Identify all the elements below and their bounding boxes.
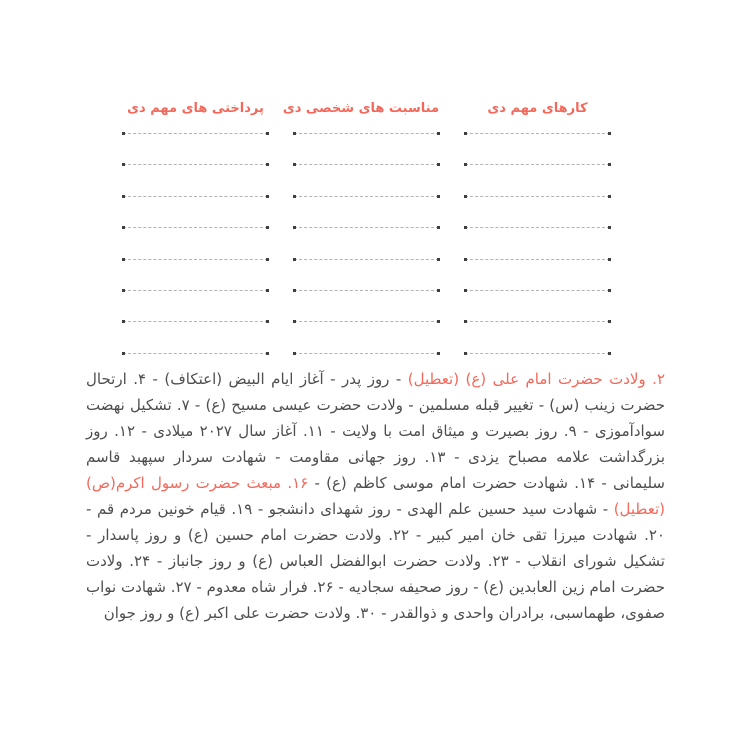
write-in-lines xyxy=(294,133,439,354)
write-in-lines xyxy=(465,133,610,354)
write-in-line xyxy=(123,164,268,165)
write-in-line xyxy=(294,353,439,354)
write-in-line xyxy=(123,196,268,197)
write-in-line xyxy=(123,353,268,354)
column-title-personal-occasions: مناسبت های شخصی دی xyxy=(282,101,439,116)
column-personal-occasions xyxy=(282,100,439,384)
write-in-line xyxy=(465,196,610,197)
write-in-line xyxy=(294,290,439,291)
write-in-line xyxy=(465,290,610,291)
month-events-paragraph xyxy=(86,366,665,626)
write-in-line xyxy=(123,321,268,322)
write-in-line xyxy=(465,164,610,165)
write-in-line xyxy=(294,321,439,322)
write-in-line xyxy=(123,227,268,228)
column-important-payments xyxy=(123,100,268,384)
holiday-highlight-text: ۲. ولادت حضرت امام علی (ع) (تعطیل) xyxy=(407,370,666,388)
write-in-line xyxy=(465,259,610,260)
column-important-tasks xyxy=(465,100,610,384)
write-in-line xyxy=(123,133,268,134)
write-in-line xyxy=(294,164,439,165)
write-in-line xyxy=(123,290,268,291)
planner-columns xyxy=(123,100,610,384)
column-title-important-payments: پرداختی های مهم دی xyxy=(127,101,264,116)
write-in-line xyxy=(294,133,439,134)
write-in-line xyxy=(465,227,610,228)
events-text: - شهادت سید حسین علم الهدی - روز شهدای دانشجو - ۱۹. قیام خونین مردم قم - ۲۰. شهادت میرزا تقی خان امیر کبیر - ۲۲. ولادت حضرت امام حسین (ع) و روز پاسدار - تشکیل شورای انقلاب - ۲۳. ولادت حضرت ابوالفضل العباس (ع) و روز جانباز - ۲۴. ولادت حضرت امام زین العابدین (ع) - روز صحیفه سجادیه - ۲۶. فرار شاه معدوم - ۲۷. شهادت نواب صفوی، طهماسبی، برادران واحدی و ذوالقدر - ۳۰. ولادت حضرت علی اکبر (ع) و روز جوان xyxy=(86,500,665,622)
write-in-line xyxy=(465,321,610,322)
events-text: - روز پدر - آغاز ایام البیض (اعتکاف) - ۴. ارتحال حضرت زینب (س) - تغییر قبله مسلمین - ولادت حضرت عیسی مسیح (ع) - ۷. تشکیل نهضت سوادآموزی - ۹. روز بصیرت و میثاق امت با ولایت - ۱۱. آغاز سال ۲۰۲۷ میلادی - ۱۲. روز بزرگداشت علامه مصباح یزدی - ۱۳. روز جهانی مقاومت - شهادت سردار سپهبد قاسم سلیمانی - ۱۴. شهادت حضرت امام موسی کاظم (ع) - xyxy=(86,370,666,492)
write-in-line xyxy=(465,353,610,354)
write-in-line xyxy=(465,133,610,134)
holiday-highlight-text: ۱۶. مبعث حضرت رسول اکرم(ص) (تعطیل) xyxy=(86,474,665,518)
write-in-lines xyxy=(123,133,268,354)
write-in-line xyxy=(294,196,439,197)
write-in-line xyxy=(123,259,268,260)
write-in-line xyxy=(294,227,439,228)
write-in-line xyxy=(294,259,439,260)
column-title-important-tasks: کارهای مهم دی xyxy=(487,101,588,116)
